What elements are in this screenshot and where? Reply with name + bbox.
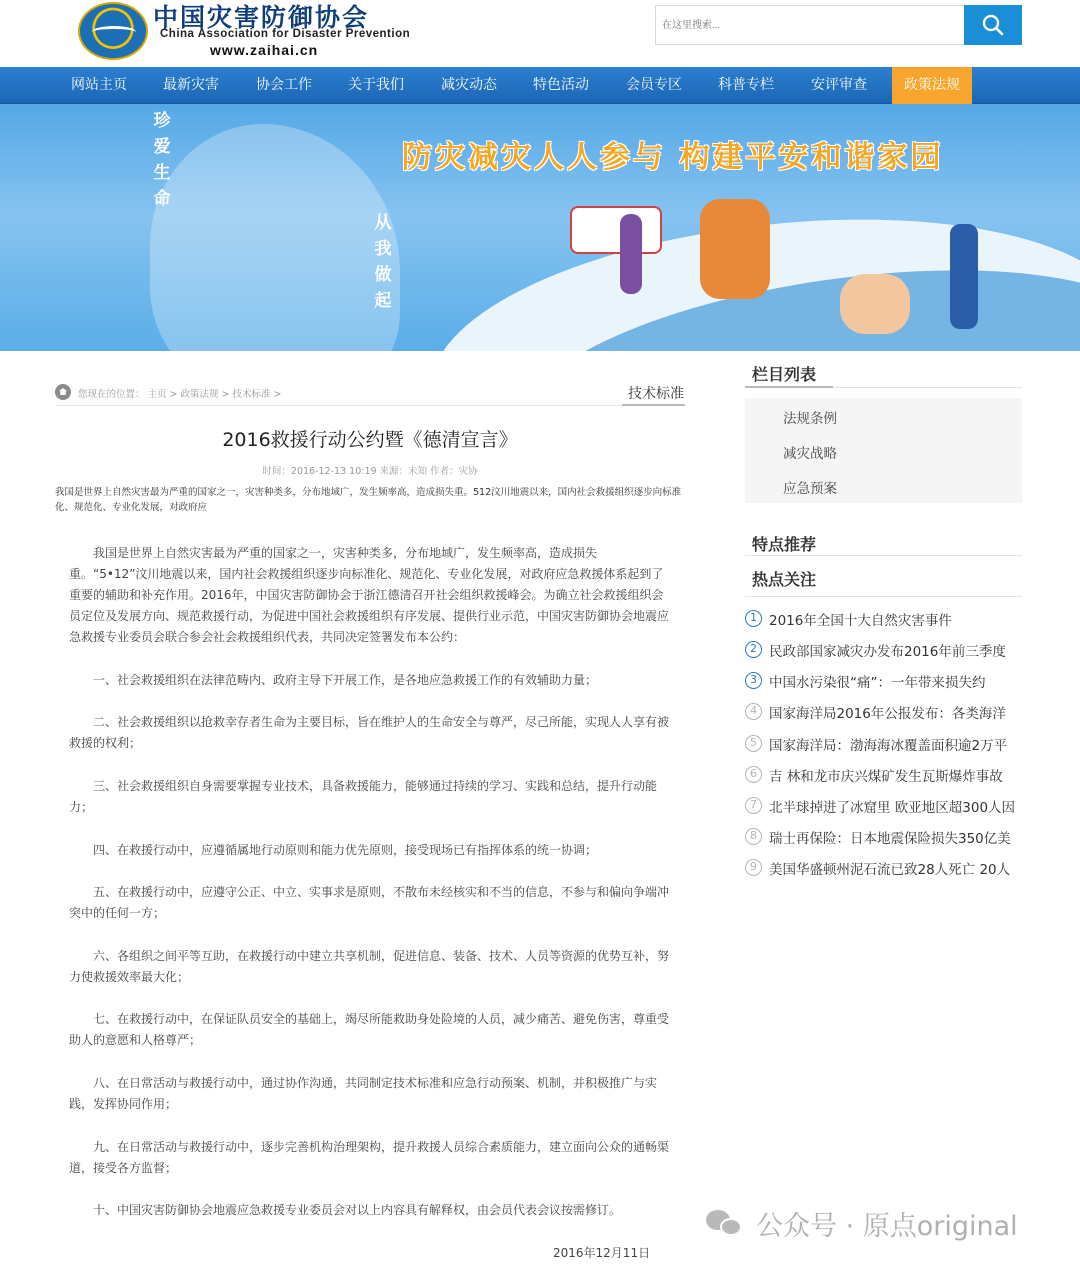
banner-right-vertical-text: 从 我 做 起	[374, 213, 392, 311]
hot-topic-item[interactable]	[745, 670, 1035, 694]
number-badge: 9	[745, 859, 762, 876]
hot-topic-link[interactable]: 中国水污染很“痛”：一年带来损失约	[769, 675, 986, 691]
article-meta: 时间：2016-12-13 10:19 来源：未知 作者：灾协	[262, 466, 478, 477]
nav-item-latest-disasters[interactable]: 最新灾害	[163, 77, 219, 93]
hot-topic-item[interactable]	[745, 639, 1035, 663]
article-paragraph: 五、在救援行动中，应遵守公正、中立、实事求是原则，不散布未经核实和不当的信息，不参与和偏向争端冲突中的任何一方；	[69, 885, 670, 920]
column-list-heading: 栏目列表	[752, 365, 817, 384]
article-paragraph: 十、中国灾害防御协会地震应急救援专业委员会对以上内容具有解释权，由会员代表会议按需修订。	[69, 1203, 622, 1217]
sidebar-link-emergency-plans[interactable]: 应急预案	[783, 481, 837, 497]
hot-topic-link[interactable]: 国家海洋局2016年公报发布：各类海洋	[769, 706, 1006, 722]
article-paragraph: 七、在救援行动中，在保证队员安全的基础上，竭尽所能救助身处险境的人员，减少痛苦、避免伤害，尊重受助人的意愿和人格尊严；	[69, 1012, 670, 1047]
wechat-icon	[706, 1208, 746, 1238]
category-heading: 技术标准	[628, 386, 684, 402]
banner-left-vertical-text: 珍 爱 生 命	[153, 111, 171, 209]
watermark-text: 公众号 · 原点original	[756, 1210, 1018, 1242]
sidebar-link-strategy[interactable]: 减灾战略	[783, 446, 837, 462]
nav-item-safety-review[interactable]: 安评审查	[811, 77, 867, 93]
banner-slogan: 防灾减灾人人参与 构建平安和谐家园	[402, 140, 944, 175]
article-paragraph: 我国是世界上自然灾害最为严重的国家之一，灾害种类多，分布地域广，发生频率高，造成损失重。“5•12”汶川地震以来，国内社会救援组织逐步向标准化、规范化、专业化发展，对政府应急救援体系起到了重要的辅助和补充作用。2016年，中国灾害防御协会于浙江德清召开社会组织救援峰会。为确立社会救援组织会员定位及发展方向、规范救援行动，为促进中国社会救援组织有序发展、提供行业示范，中国灾害防御协会地震应急救援专业委员会联合参会社会救援组织代表，共同决定签署发布本公约：	[69, 546, 670, 644]
hot-topic-item[interactable]	[745, 733, 1035, 757]
home-icon[interactable]	[55, 384, 71, 400]
sidebar-divider	[745, 596, 1022, 597]
nav-item-mitigation-news[interactable]: 减灾动态	[441, 77, 497, 93]
number-badge: 2	[745, 641, 762, 658]
hot-topic-item[interactable]	[745, 608, 1035, 632]
nav-item-about-us[interactable]: 关于我们	[348, 77, 404, 93]
logo-chinese-name[interactable]: 中国灾害防御协会	[153, 3, 370, 32]
rescuer-figure-illustration	[620, 214, 642, 294]
article-paragraph: 八、在日常活动与救援行动中，通过协作沟通，共同制定技术标准和应急行动预案、机制，并积极推广与实践，发挥协同作用；	[69, 1076, 658, 1111]
hot-topics-heading: 热点关注	[752, 570, 817, 589]
hot-topic-link[interactable]: 瑞士再保险：日本地震保险损失350亿美	[769, 831, 1011, 847]
sidebar-link-regulations[interactable]: 法规条例	[783, 411, 837, 427]
hot-topic-link[interactable]: 美国华盛顿州泥石流已致28人死亡 20人	[769, 862, 1011, 878]
hot-topic-link[interactable]: 2016年全国十大自然灾害事件	[769, 613, 952, 629]
nav-item-science[interactable]: 科普专栏	[718, 77, 774, 93]
article-paragraph: 九、在日常活动与救援行动中，逐步完善机构治理架构，提升救援人员综合素质能力，建立面向公众的通畅渠道，接受各方监督；	[69, 1140, 670, 1175]
featured-heading: 特点推荐	[752, 535, 817, 554]
hot-topic-item[interactable]	[745, 857, 1035, 881]
association-logo[interactable]	[78, 2, 148, 60]
search-input[interactable]	[655, 5, 965, 45]
first-aid-illustration	[840, 274, 910, 334]
hot-topic-link[interactable]: 吉 林和龙市庆兴煤矿发生瓦斯爆炸事故	[769, 769, 1003, 785]
sidebar-divider	[745, 555, 1022, 556]
number-badge: 8	[745, 828, 762, 845]
article-date: 2016年12月11日	[553, 1246, 651, 1260]
number-badge: 3	[745, 672, 762, 689]
hot-topic-item[interactable]	[745, 701, 1035, 725]
hot-topic-item[interactable]	[745, 795, 1035, 819]
firefighter-illustration	[950, 224, 978, 329]
breadcrumb-divider	[55, 405, 685, 406]
hot-topic-item[interactable]	[745, 764, 1035, 788]
category-underline	[622, 404, 685, 406]
number-badge: 4	[745, 703, 762, 720]
hot-topic-link[interactable]: 民政部国家减灾办发布2016年前三季度	[769, 644, 1006, 660]
number-badge: 6	[745, 766, 762, 783]
number-badge: 1	[745, 610, 762, 627]
breadcrumb[interactable]: 您现在的位置： 主页 > 政策法规 > 技术标准 >	[78, 389, 282, 400]
article-paragraph: 六、各组织之间平等互助，在救援行动中建立共享机制，促进信息、装备、技术、人员等资源的优势互补，努力使救援效率最大化；	[69, 949, 670, 984]
wechat-watermark	[706, 1205, 1018, 1241]
article-title: 2016救援行动公约暨《德清宣言》	[222, 429, 518, 451]
sidebar-heading-underline	[745, 386, 833, 388]
article-summary: 我国是世界上自然灾害最为严重的国家之一，灾害种类多，分布地域广，发生频率高，造成损失重。512汶川地震以来，国内社会救援组织逐步向标准化、规范化、专业化发展，对政府应	[55, 487, 682, 513]
number-badge: 5	[745, 735, 762, 752]
hot-topic-link[interactable]: 北半球掉进了冰窟里 欧亚地区超300人因	[769, 800, 1016, 816]
nav-item-home[interactable]: 网站主页	[71, 77, 127, 93]
nav-item-members[interactable]: 会员专区	[626, 77, 682, 93]
nav-item-association-work[interactable]: 协会工作	[256, 77, 312, 93]
article-paragraph: 一、社会救援组织在法律范畴内、政府主导下开展工作，是各地应急救援工作的有效辅助力量；	[69, 673, 598, 687]
hot-topic-item[interactable]	[745, 826, 1035, 850]
search-icon	[982, 14, 1004, 36]
ambulance-illustration	[570, 206, 662, 254]
search-button[interactable]	[964, 5, 1022, 45]
banner-hand-illustration	[150, 124, 400, 351]
nav-item-special-activities[interactable]: 特色活动	[533, 77, 589, 93]
number-badge: 7	[745, 797, 762, 814]
logo-url: www.zaihai.cn	[210, 42, 319, 58]
hot-topic-link[interactable]: 国家海洋局：渤海海冰覆盖面积逾2万平	[769, 738, 1008, 754]
site-header	[0, 0, 1080, 67]
rescue-team-illustration	[700, 199, 770, 299]
article-paragraph: 三、社会救援组织自身需要掌握专业技术，具备救援能力，能够通过持续的学习、实践和总结，提升行动能力；	[69, 779, 658, 814]
logo-english-name: China Association for Disaster Prevention	[160, 28, 411, 40]
article-paragraph: 二、社会救援组织以抢救幸存者生命为主要目标，旨在维护人的生命安全与尊严，尽己所能，实现人人享有被救援的权利；	[69, 715, 670, 750]
hero-banner	[0, 104, 1080, 351]
nav-item-policy[interactable]: 政策法规	[892, 67, 972, 104]
main-nav	[0, 67, 1080, 104]
article-paragraph: 四、在救援行动中，应遵循属地行动原则和能力优先原则，接受现场已有指挥体系的统一协调；	[69, 843, 598, 857]
